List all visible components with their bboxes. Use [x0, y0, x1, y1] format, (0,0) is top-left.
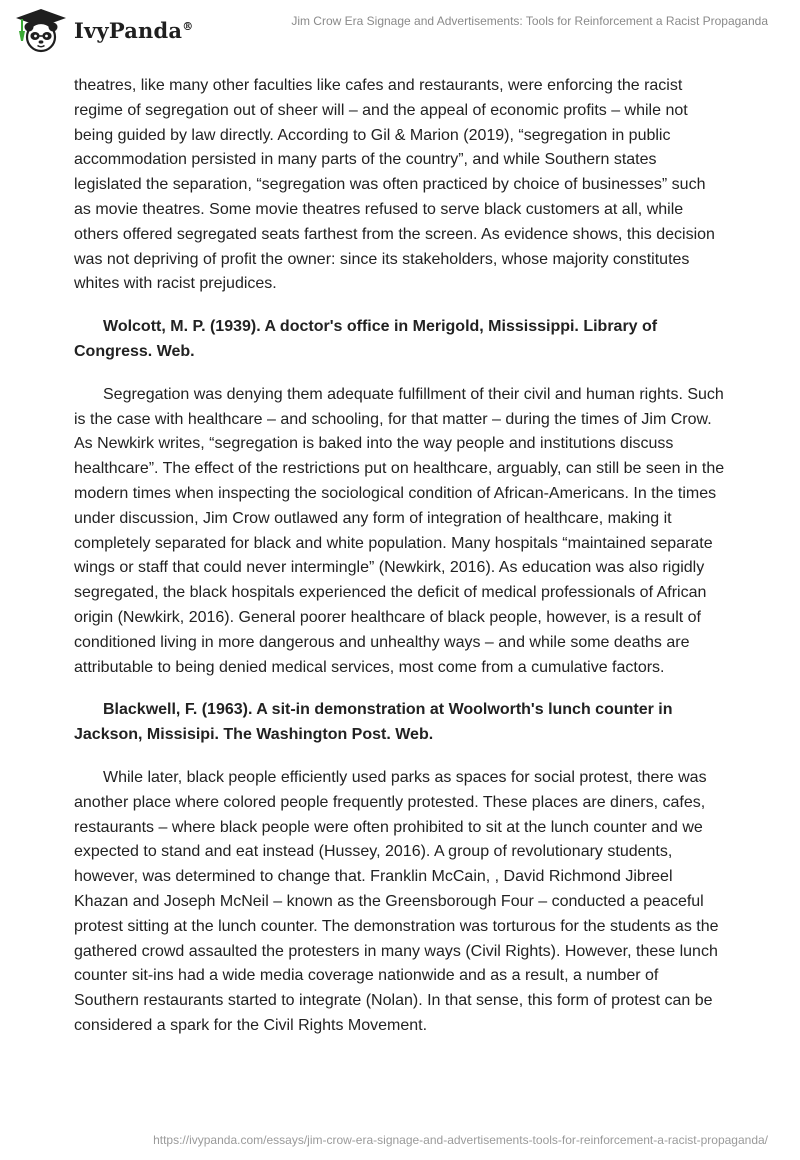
- document-title: Jim Crow Era Signage and Advertisements: Tools for Reinforcement a Racist Propaganda: [291, 14, 768, 28]
- reference-citation: Wolcott, M. P. (1939). A doctor's office in Merigold, Mississippi. Library of Congress. Web.: [74, 318, 658, 360]
- paragraph: Segregation was denying them adequate fulfillment of their civil and human rights. Such is the case with healthcare – and schooling, for that matter – during the times of Jim Crow. As Newkirk writes, “segregation is baked into the way people and institutions discuss healthcare”. The effect of the restrictions put on healthcare, arguably, can still be seen in the modern times when inspecting the sociological condition of African-Americans. In the times under discussion, Jim Crow outlawed any form of integration of healthcare, making it completely separated for black and white population. Many hospitals “maintained separate wings or staff that could never intermingle” (Newkirk, 2016). As education was also rigidly segregated, the black hospitals experienced the deficit of medical professionals of African origin (Newkirk, 2016). General poorer healthcare of black people, however, is a result of conditioned living in more dangerous and unhealthy ways – and while some deaths are attributable to being denied medical services, most come from a cumulative factors.: [74, 385, 725, 676]
- source-url[interactable]: https://ivypanda.com/essays/jim-crow-era-signage-and-advertisements-tools-for-reinforcement-a-racist-propaganda/: [153, 1133, 768, 1147]
- registered-mark: ®: [182, 19, 194, 33]
- ivypanda-logo[interactable]: [14, 7, 193, 53]
- essay-body: [74, 74, 726, 1057]
- page-header: [0, 0, 800, 60]
- reference-citation: Blackwell, F. (1963). A sit-in demonstration at Woolworth's lunch counter in Jackson, Missisipi. The Washington Post. Web.: [74, 701, 673, 744]
- logo-text: IvyPanda®: [74, 17, 194, 43]
- paragraph: While later, black people efficiently used parks as spaces for social protest, there was another place where colored people frequently protested. These places are diners, cafes, restaurants – where black people were often prohibited to sit at the lunch counter and we expected to stand and eat instead (Hussey, 2016). A group of revolutionary students, however, was determined to change that. Franklin McCain, , David Richmond Jibreel Khazan and Joseph McNeil – known as the Greensborough Four – conducted a peaceful protest sitting at the lunch counter. The demonstration was torturous for the students as the gathered crowd assaulted the protesters in many ways (Civil Rights). However, these lunch counter sit-ins had a wide media coverage nationwide and as a result, a number of Southern restaurants started to integrate (Nolan). In that sense, this form of protest can be considered a spark for the Civil Rights Movement.: [74, 768, 719, 1034]
- paragraph: theatres, like many other faculties like cafes and restaurants, were enforcing the racist regime of segregation out of sheer will – and the appeal of economic profits – while not being guided by law directly. According to Gil & Marion (2019), “segregation in public accommodation persisted in many parts of the country”, and while Southern states legislated the separation, “segregation was often practiced by choice of businesses” such as movie theatres. Some movie theatres refused to serve black customers at all, while others offered segregated seats farthest from the screen. As evidence shows, this decision was not depriving of profit the owner: since its stakeholders, whose majority constitutes whites with racist prejudices.: [74, 77, 715, 293]
- panda-graduate-icon: [14, 7, 68, 53]
